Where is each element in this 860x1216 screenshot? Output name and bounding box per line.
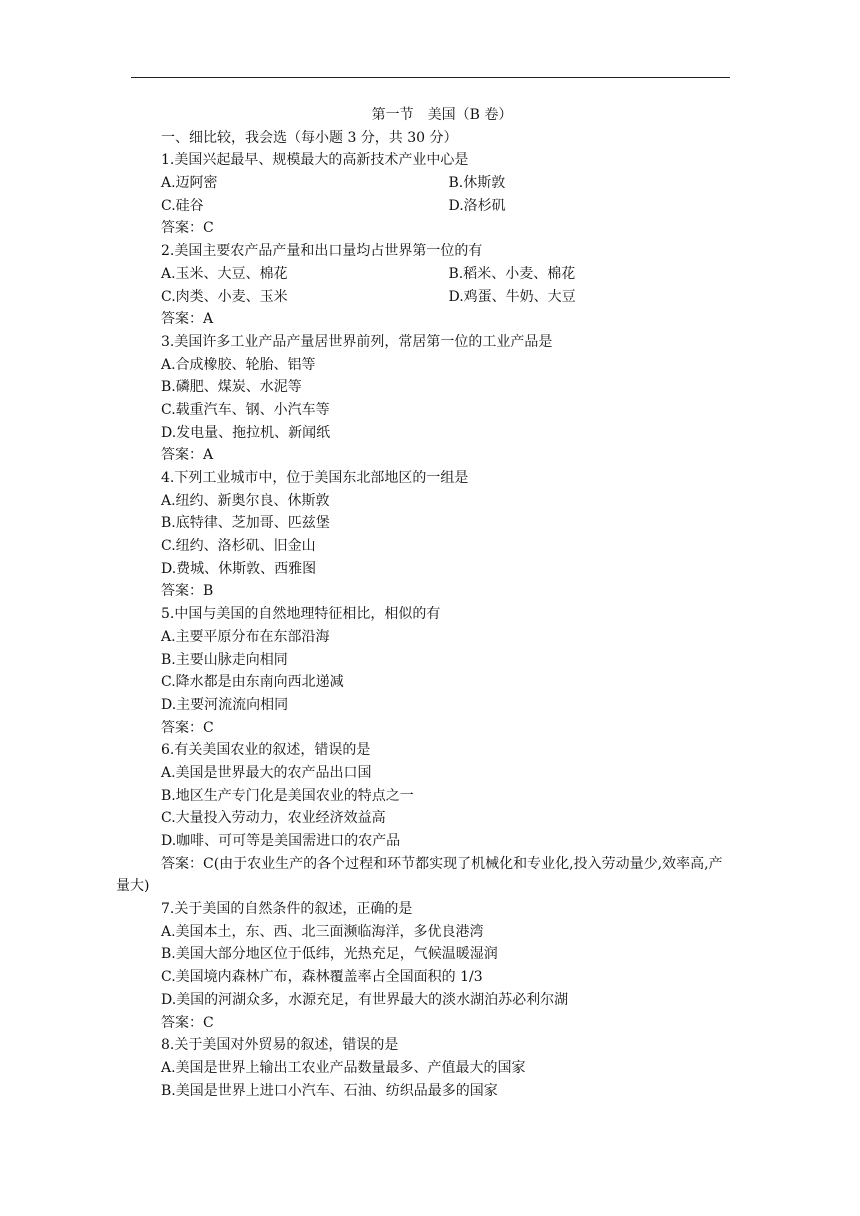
question-4-stem: 4.下列工业城市中，位于美国东北部地区的一组是 — [161, 470, 469, 486]
question-1-stem: 1.美国兴起最早、规模最大的高新技术产业中心是 — [161, 152, 469, 169]
option: D.发电量、拖拉机、新闻纸 — [161, 424, 331, 441]
question-6-answer: 答案：C(由于农业生产的各个过程和环节都实现了机械化和专业化,投入劳动量少,效率高,产量大) — [116, 855, 723, 895]
option: C.降水都是由东南向西北递减 — [161, 674, 344, 691]
option: C.载重汽车、钢、小汽车等 — [161, 401, 330, 418]
option: A.合成橡胶、轮胎、铝等 — [161, 356, 316, 373]
question-7-stem: 7.关于美国的自然条件的叙述，正确的是 — [161, 901, 413, 918]
header-rule — [131, 77, 730, 78]
option: A.美国是世界最大的农产品出口国 — [161, 764, 372, 781]
question-2-options-row-1 — [116, 263, 736, 286]
option: C.纽约、洛杉矶、旧金山 — [161, 538, 316, 555]
option: D.主要河流流向相同 — [161, 696, 289, 713]
question-3-answer: 答案：A — [161, 447, 214, 464]
option: A.主要平原分布在东部沿海 — [161, 628, 330, 645]
document-body — [116, 104, 736, 1102]
option: C.美国境内森林广布，森林覆盖率占全国面积的 1/3 — [161, 969, 483, 986]
question-1-options-row-1 — [116, 172, 736, 195]
option: B.美国是世界上进口小汽车、石油、纺织品最多的国家 — [161, 1082, 498, 1099]
question-6-stem: 6.有关美国农业的叙述，错误的是 — [161, 742, 371, 759]
option: B.地区生产专门化是美国农业的特点之一 — [161, 787, 414, 804]
option: D.咖啡、可可等是美国需进口的农产品 — [161, 833, 401, 849]
question-2-stem: 2.美国主要农产品产量和出口量均占世界第一位的有 — [161, 243, 483, 260]
option: B.底特律、芝加哥、匹兹堡 — [161, 515, 330, 532]
option: B.稻米、小麦、棉花 — [448, 265, 576, 282]
question-2-answer: 答案：A — [161, 311, 214, 328]
question-1-options-row-2 — [116, 195, 736, 218]
question-5-stem: 5.中国与美国的自然地理特征相比，相似的有 — [161, 606, 441, 623]
option: B.美国大部分地区位于低纬，光热充足，气候温暖湿润 — [161, 946, 498, 963]
option: B.磷肥、煤炭、水泥等 — [161, 379, 302, 396]
question-5-answer: 答案：C — [161, 719, 214, 736]
option: A.纽约、新奥尔良、休斯敦 — [161, 492, 330, 509]
question-1-answer: 答案：C — [161, 220, 214, 237]
page-title: 第一节 美国（B 卷） — [371, 107, 513, 123]
option: D.洛杉矶 — [448, 197, 506, 214]
option: B.休斯敦 — [448, 175, 506, 192]
option: C.肉类、小麦、玉米 — [161, 288, 288, 305]
option: C.大量投入劳动力，农业经济效益高 — [161, 810, 386, 827]
option: A.美国本土，东、西、北三面濒临海洋，多优良港湾 — [161, 923, 484, 940]
option: C.硅谷 — [161, 197, 204, 214]
option: B.主要山脉走向相同 — [161, 651, 288, 668]
option: D.美国的河湖众多，水源充足，有世界最大的淡水湖泊苏必利尔湖 — [161, 991, 569, 1008]
question-7-answer: 答案：C — [161, 1014, 214, 1031]
question-8-stem: 8.关于美国对外贸易的叙述，错误的是 — [161, 1037, 399, 1054]
option: A.玉米、大豆、棉花 — [161, 265, 288, 282]
option: A.迈阿密 — [161, 175, 218, 192]
question-4-answer: 答案：B — [161, 583, 214, 600]
section-heading: 一、细比较，我会选（每小题 3 分，共 30 分） — [161, 129, 458, 146]
question-3-stem: 3.美国许多工业产品产量居世界前列，常居第一位的工业产品是 — [161, 333, 553, 350]
option: A.美国是世界上输出工农业产品数量最多、产值最大的国家 — [161, 1059, 526, 1076]
option: D.鸡蛋、牛奶、大豆 — [448, 288, 576, 305]
option: D.费城、休斯敦、西雅图 — [161, 560, 317, 577]
question-2-options-row-2 — [116, 286, 736, 309]
